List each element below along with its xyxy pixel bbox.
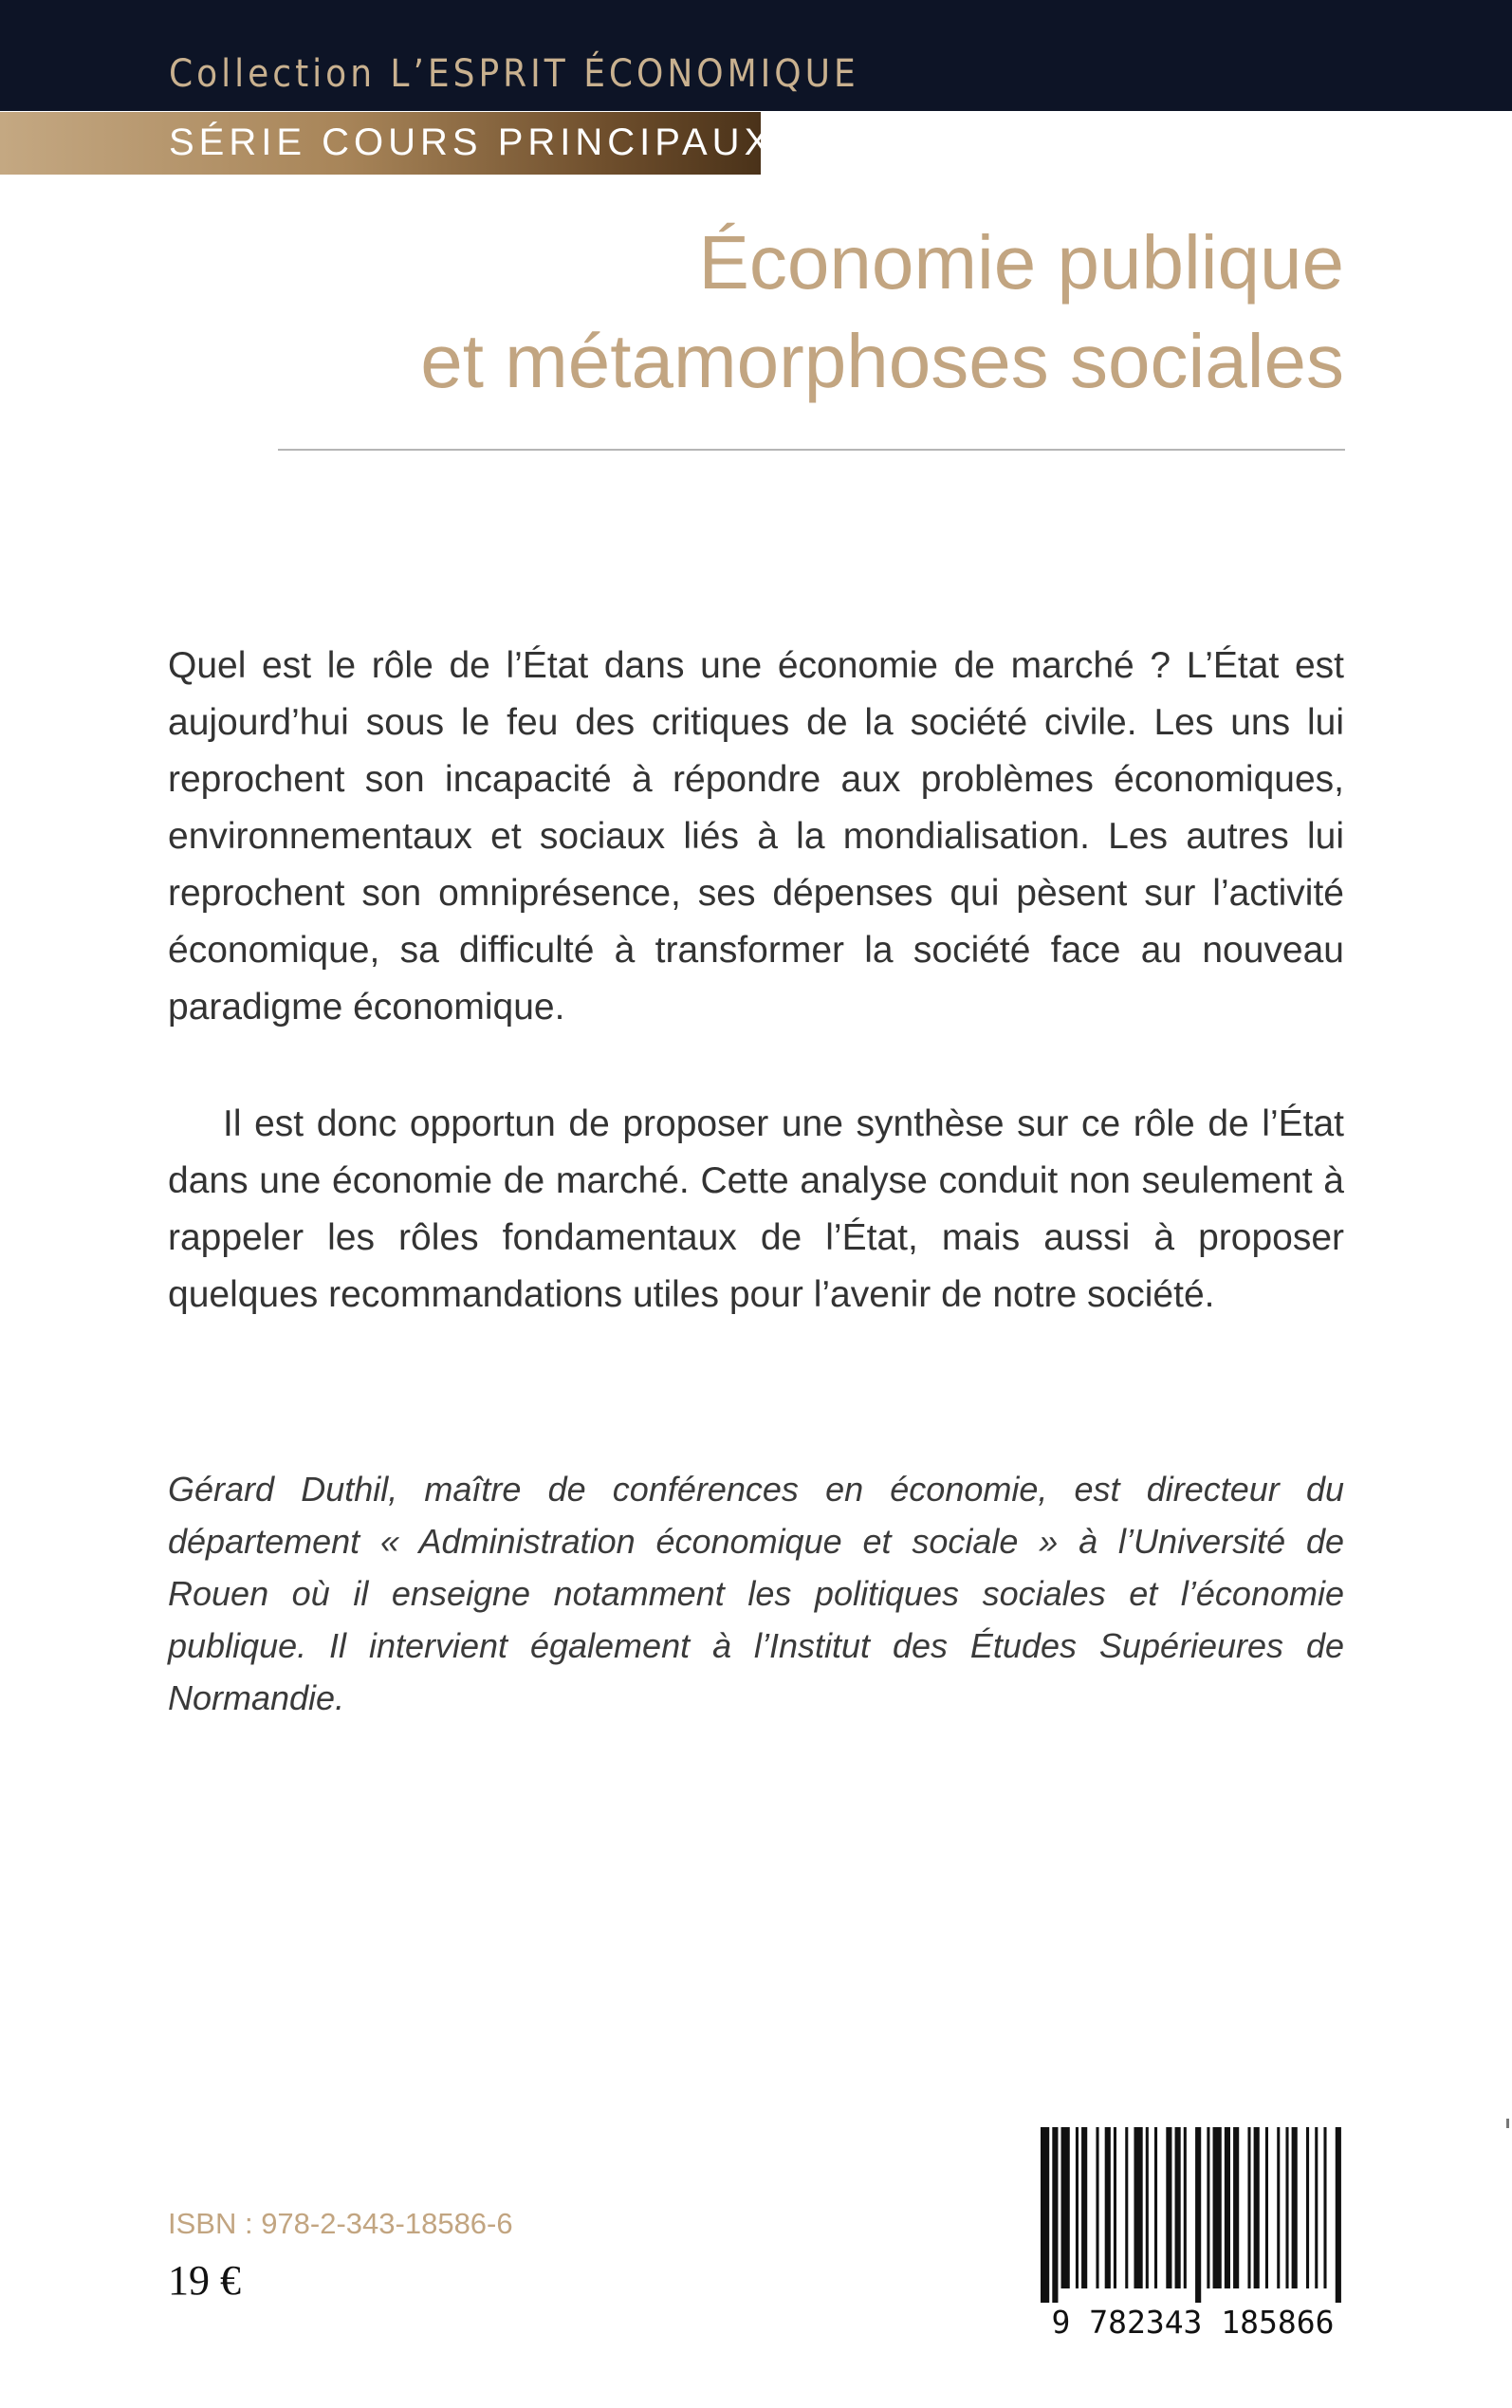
title-line-2: et métamorphoses sociales bbox=[420, 319, 1344, 403]
barcode-number: 9 782343 185866 bbox=[1051, 2304, 1335, 2341]
series-name: SÉRIE COURS PRINCIPAUX bbox=[169, 121, 775, 163]
blurb-paragraph-1: Quel est le rôle de l’État dans une économie de marché ? L’État est aujourd’hui sous le feu des critiques de la société civile. Les uns lui reprochent son incapacité à répondre aux problèmes économiques, environnementaux et sociaux liés à la mondialisation. Les autres lui reprochent son omniprésence, ses dépenses qui pèsent sur l’activité économique, sa difficulté à transformer la société face au nouveau paradigme économique. bbox=[168, 645, 1344, 1028]
title-divider bbox=[278, 449, 1345, 451]
book-title bbox=[206, 213, 1344, 411]
collection-name: Collection L’ESPRIT ÉCONOMIQUE bbox=[169, 52, 859, 96]
price: 19 € bbox=[168, 2257, 241, 2304]
blurb-paragraph-2: Il est donc opportun de proposer une synthèse sur ce rôle de l’État dans une économie de marché. Cette analyse conduit non seulement à rappeler les rôles fondamentaux de l’État, mais aussi à proposer quelques recommandations utiles pour l’avenir de notre société. bbox=[168, 1103, 1344, 1315]
author-bio bbox=[168, 1463, 1344, 1724]
author-name: Gérard Duthil bbox=[168, 1470, 389, 1509]
isbn: ISBN : 978-2-343-18586-6 bbox=[168, 2207, 513, 2240]
barcode-icon bbox=[1041, 2127, 1344, 2303]
edge-mark bbox=[1506, 2119, 1509, 2128]
title-line-1: Économie publique bbox=[698, 220, 1344, 305]
author-bio-text: , maître de conférences en économie, est directeur du département « Administration économique et sociale » à l’Université de Rouen où il enseigne notamment les politiques sociales et l’économie publique. Il intervient également à l’Institut des Études Supérieures de Normandie. bbox=[168, 1470, 1344, 1717]
